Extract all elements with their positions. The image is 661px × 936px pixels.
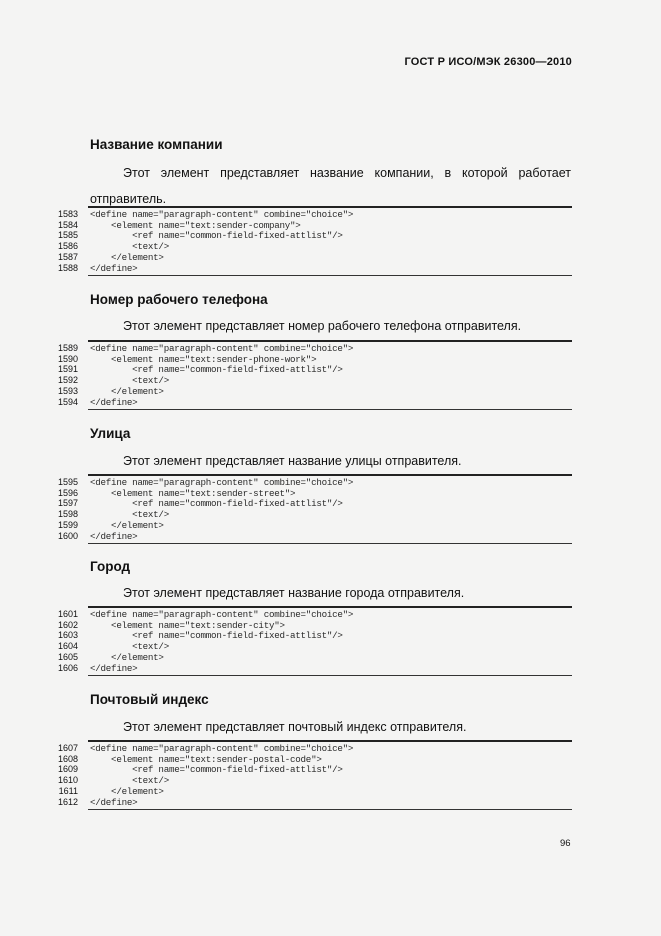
code-top-rule [88,340,572,342]
code-text: </define> [90,662,138,674]
code-line [0,375,661,386]
code-bottom-rule [88,809,572,810]
code-text: <element name="text:sender-street"> [90,487,296,499]
code-bottom-rule [88,275,572,276]
code-line [0,498,661,509]
line-number: 1605 [57,651,78,662]
code-line [0,252,661,263]
section-paragraph: Этот элемент представляет номер рабочего телефона отправителя. [123,319,522,333]
line-number: 1602 [57,619,78,630]
line-number: 1589 [57,343,78,353]
code-text: <ref name="common-field-fixed-attlist"/> [90,498,343,510]
code-text: </define> [90,396,138,408]
line-number: 1591 [57,364,78,375]
section-paragraph [90,160,571,212]
line-number: 1607 [57,743,78,753]
line-number: 1603 [57,630,78,641]
code-text: <define name="paragraph-content" combine="choice"> [90,343,354,354]
standard-header: ГОСТ Р ИСО/МЭК 26300—2010 [404,56,572,68]
code-line [0,609,661,620]
line-number: 1596 [57,487,78,498]
code-line [0,509,661,520]
code-line [0,764,661,775]
code-text: </define> [90,530,138,542]
code-text: <ref name="common-field-fixed-attlist"/> [90,630,343,642]
code-line [0,531,661,542]
code-line [0,386,661,397]
line-number: 1601 [57,609,78,619]
line-number: 1610 [57,775,78,786]
line-number: 1598 [57,509,78,520]
code-text: <ref name="common-field-fixed-attlist"/> [90,230,343,242]
section-paragraph: Этот элемент представляет название города отправителя. [123,586,465,600]
line-number: 1608 [57,753,78,764]
line-number: 1586 [57,241,78,252]
code-text: </element> [90,785,164,797]
section-title-street: Улица [90,426,131,441]
line-number: 1585 [57,230,78,241]
line-number: 1587 [57,251,78,262]
code-text: <text/> [90,641,169,653]
section-title-company-name: Название компании [90,137,223,152]
paragraph-line: Этот элемент представляет название компании, в которой работает [123,166,571,180]
code-line [0,652,661,663]
code-line [0,630,661,641]
code-text: <text/> [90,775,169,787]
code-text: </element> [90,385,164,397]
page-number: 96 [560,838,571,849]
code-line [0,220,661,231]
code-line [0,520,661,531]
section-title-city: Город [90,559,131,574]
code-text: </element> [90,519,164,531]
code-text: <define name="paragraph-content" combine="choice"> [90,743,354,754]
code-text: </define> [90,796,138,808]
code-top-rule [88,474,572,476]
line-number: 1597 [57,498,78,509]
line-number: 1611 [58,785,78,796]
code-bottom-rule [88,675,572,676]
code-text: <define name="paragraph-content" combine="choice"> [90,609,354,620]
code-line [0,663,661,674]
code-text: <element name="text:sender-city"> [90,619,285,631]
line-number: 1606 [57,662,78,673]
line-number: 1588 [57,262,78,273]
code-line [0,477,661,488]
line-number: 1590 [57,353,78,364]
code-line [0,620,661,631]
line-number: 1612 [57,796,78,807]
code-line [0,786,661,797]
section-paragraph: Этот элемент представляет название улицы отправителя. [123,454,462,468]
section-title-postal-code: Почтовый индекс [90,692,209,707]
code-top-rule [88,606,572,608]
code-text: <ref name="common-field-fixed-attlist"/> [90,764,343,776]
line-number: 1594 [57,396,78,407]
code-line [0,241,661,252]
code-text: <define name="paragraph-content" combine="choice"> [90,477,354,488]
code-text: </element> [90,651,164,663]
code-line [0,354,661,365]
code-line [0,488,661,499]
line-number: 1595 [57,477,78,487]
code-text: <text/> [90,509,169,521]
code-text: <element name="text:sender-company"> [90,219,301,231]
line-number: 1600 [57,530,78,541]
code-text: <element name="text:sender-phone-work"> [90,353,317,365]
line-number: 1609 [57,764,78,775]
line-number: 1599 [57,519,78,530]
section-title-work-phone: Номер рабочего телефона [90,292,268,307]
code-text: <define name="paragraph-content" combine="choice"> [90,209,354,220]
line-number: 1592 [57,375,78,386]
code-line [0,364,661,375]
code-line [0,230,661,241]
code-top-rule [88,206,572,208]
line-number: 1604 [57,641,78,652]
line-number: 1593 [57,385,78,396]
code-line [0,343,661,354]
code-line [0,641,661,652]
code-text: <text/> [90,375,169,387]
section-paragraph: Этот элемент представляет почтовый индекс отправителя. [123,720,467,734]
code-bottom-rule [88,409,572,410]
paragraph-line: отправитель. [90,192,167,206]
code-line [0,209,661,220]
code-line [0,797,661,808]
code-text: </define> [90,262,138,274]
code-text: <text/> [90,241,169,253]
code-text: </element> [90,251,164,263]
code-line [0,775,661,786]
line-number: 1584 [57,219,78,230]
code-top-rule [88,740,572,742]
code-line [0,397,661,408]
code-text: <ref name="common-field-fixed-attlist"/> [90,364,343,376]
line-number: 1583 [57,209,78,219]
code-line [0,263,661,274]
code-text: <element name="text:sender-postal-code"> [90,753,322,765]
code-line [0,743,661,754]
code-bottom-rule [88,543,572,544]
code-line [0,754,661,765]
